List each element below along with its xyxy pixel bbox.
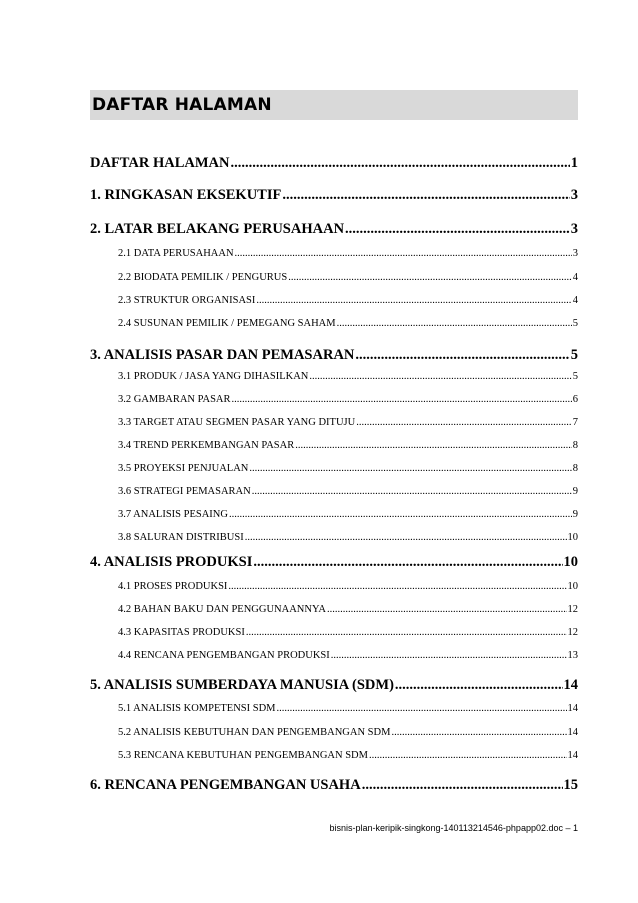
toc-page-number: 9 [572,509,578,520]
toc-subsection-entry[interactable] [90,318,578,329]
toc-page-number: 15 [563,777,578,793]
toc-leader-dots [295,440,572,451]
toc-subsection-entry[interactable] [90,581,578,592]
toc-subsection-entry[interactable] [90,604,578,615]
toc-page-number: 12 [567,604,578,615]
toc-section-entry[interactable] [90,677,578,694]
toc-leader-dots [282,187,569,204]
toc-leader-dots [391,727,566,738]
toc-entry-label: 5.1 ANALISIS KOMPETENSI SDM [118,703,276,714]
toc-entry-label: 5.2 ANALISIS KEBUTUHAN DAN PENGEMBANGAN SDM [118,727,391,738]
toc-page-number: 3 [570,221,578,237]
toc-page-number: 10 [563,554,578,570]
toc-leader-dots [395,677,563,694]
toc-entry-label: 3.8 SALURAN DISTRIBUSI [118,532,244,543]
toc-section-entry[interactable] [90,554,578,571]
toc-subsection-entry[interactable] [90,440,578,451]
toc-leader-dots [327,604,567,615]
toc-page-number: 13 [567,650,578,661]
toc-entry-label: 3.5 PROYEKSI PENJUALAN [118,463,249,474]
toc-leader-dots [253,554,562,571]
toc-leader-dots [256,295,571,306]
toc-page-number: 3 [570,187,578,203]
toc-leader-dots [228,581,566,592]
toc-subsection-entry[interactable] [90,394,578,405]
toc-subsection-entry[interactable] [90,509,578,520]
toc-section-entry[interactable] [90,155,578,172]
toc-entry-label: 4. ANALISIS PRODUKSI [90,554,253,570]
toc-page-number: 4 [572,295,578,306]
toc-page-number: 9 [572,486,578,497]
toc-leader-dots [231,155,570,172]
toc-page-number: 4 [572,272,578,283]
toc-page-number: 3 [572,248,578,259]
toc-page-number: 14 [567,750,578,761]
toc-page-number: 10 [567,581,578,592]
toc-leader-dots [249,463,571,474]
toc-subsection-entry[interactable] [90,371,578,382]
toc-entry-label: 2.1 DATA PERUSAHAAN [118,248,234,259]
toc-subsection-entry[interactable] [90,532,578,543]
toc-entry-label: 5. ANALISIS SUMBERDAYA MANUSIA (SDM) [90,677,394,693]
toc-entry-label: 5.3 RENCANA KEBUTUHAN PENGEMBANGAN SDM [118,750,368,761]
toc-subsection-entry[interactable] [90,650,578,661]
toc-section-entry[interactable] [90,347,578,364]
toc-subsection-entry[interactable] [90,750,578,761]
toc-entry-label: 4.4 RENCANA PENGEMBANGAN PRODUKSI [118,650,330,661]
toc-subsection-entry[interactable] [90,272,578,283]
toc-leader-dots [369,750,567,761]
toc-subsection-entry[interactable] [90,627,578,638]
toc-leader-dots [229,509,572,520]
toc-page-number: 5 [572,371,578,382]
toc-section-entry[interactable] [90,777,578,794]
toc-subsection-entry[interactable] [90,703,578,714]
toc-subsection-entry[interactable] [90,727,578,738]
toc-leader-dots [345,221,570,238]
page-title: DAFTAR HALAMAN [90,90,578,120]
toc-entry-label: 2. LATAR BELAKANG PERUSAHAAN [90,221,345,237]
toc-entry-label: 1. RINGKASAN EKSEKUTIF [90,187,282,203]
toc-entry-label: 2.4 SUSUNAN PEMILIK / PEMEGANG SAHAM [118,318,336,329]
toc-page-number: 7 [572,417,578,428]
toc-page-number: 12 [567,627,578,638]
toc-entry-label: 6. RENCANA PENGEMBANGAN USAHA [90,777,361,793]
toc-leader-dots [288,272,572,283]
toc-page-number: 1 [570,155,578,171]
toc-subsection-entry[interactable] [90,248,578,259]
toc-page-number: 10 [567,532,578,543]
page-footer: bisnis-plan-keripik-singkong-140113214546-phpapp02.doc – 1 [329,823,578,833]
toc-entry-label: 3.3 TARGET ATAU SEGMEN PASAR YANG DITUJU [118,417,356,428]
toc-page-number: 5 [572,318,578,329]
toc-leader-dots [246,627,567,638]
toc-leader-dots [245,532,567,543]
toc-subsection-entry[interactable] [90,463,578,474]
toc-entry-label: 3.7 ANALISIS PESAING [118,509,228,520]
toc-entry-label: 3. ANALISIS PASAR DAN PEMASARAN [90,347,355,363]
toc-leader-dots [356,417,572,428]
toc-page-number: 14 [567,703,578,714]
toc-page-number: 8 [572,463,578,474]
toc-subsection-entry[interactable] [90,295,578,306]
toc-page-number: 8 [572,440,578,451]
toc-subsection-entry[interactable] [90,417,578,428]
toc-leader-dots [235,248,572,259]
toc-leader-dots [331,650,567,661]
toc-entry-label: 3.6 STRATEGI PEMASARAN [118,486,251,497]
toc-entry-label: DAFTAR HALAMAN [90,155,230,171]
toc-leader-dots [277,703,567,714]
toc-entry-label: 3.2 GAMBARAN PASAR [118,394,231,405]
toc-entry-label: 2.2 BIODATA PEMILIK / PENGURUS [118,272,288,283]
toc-page-number: 6 [572,394,578,405]
toc-page-number: 5 [570,347,578,363]
toc-entry-label: 2.3 STRUKTUR ORGANISASI [118,295,256,306]
toc-leader-dots [232,394,572,405]
toc-subsection-entry[interactable] [90,486,578,497]
toc-entry-label: 3.4 TREND PERKEMBANGAN PASAR [118,440,295,451]
toc-section-entry[interactable] [90,187,578,204]
toc-entry-label: 4.2 BAHAN BAKU DAN PENGGUNAANNYA [118,604,326,615]
toc-entry-label: 3.1 PRODUK / JASA YANG DIHASILKAN [118,371,309,382]
toc-leader-dots [252,486,572,497]
toc-entry-label: 4.1 PROSES PRODUKSI [118,581,228,592]
toc-leader-dots [309,371,571,382]
toc-entry-label: 4.3 KAPASITAS PRODUKSI [118,627,245,638]
toc-leader-dots [355,347,569,364]
toc-leader-dots [337,318,572,329]
toc-leader-dots [362,777,563,794]
toc-page-number: 14 [567,727,578,738]
toc-page-number: 14 [563,677,578,693]
toc-section-entry[interactable] [90,221,578,238]
